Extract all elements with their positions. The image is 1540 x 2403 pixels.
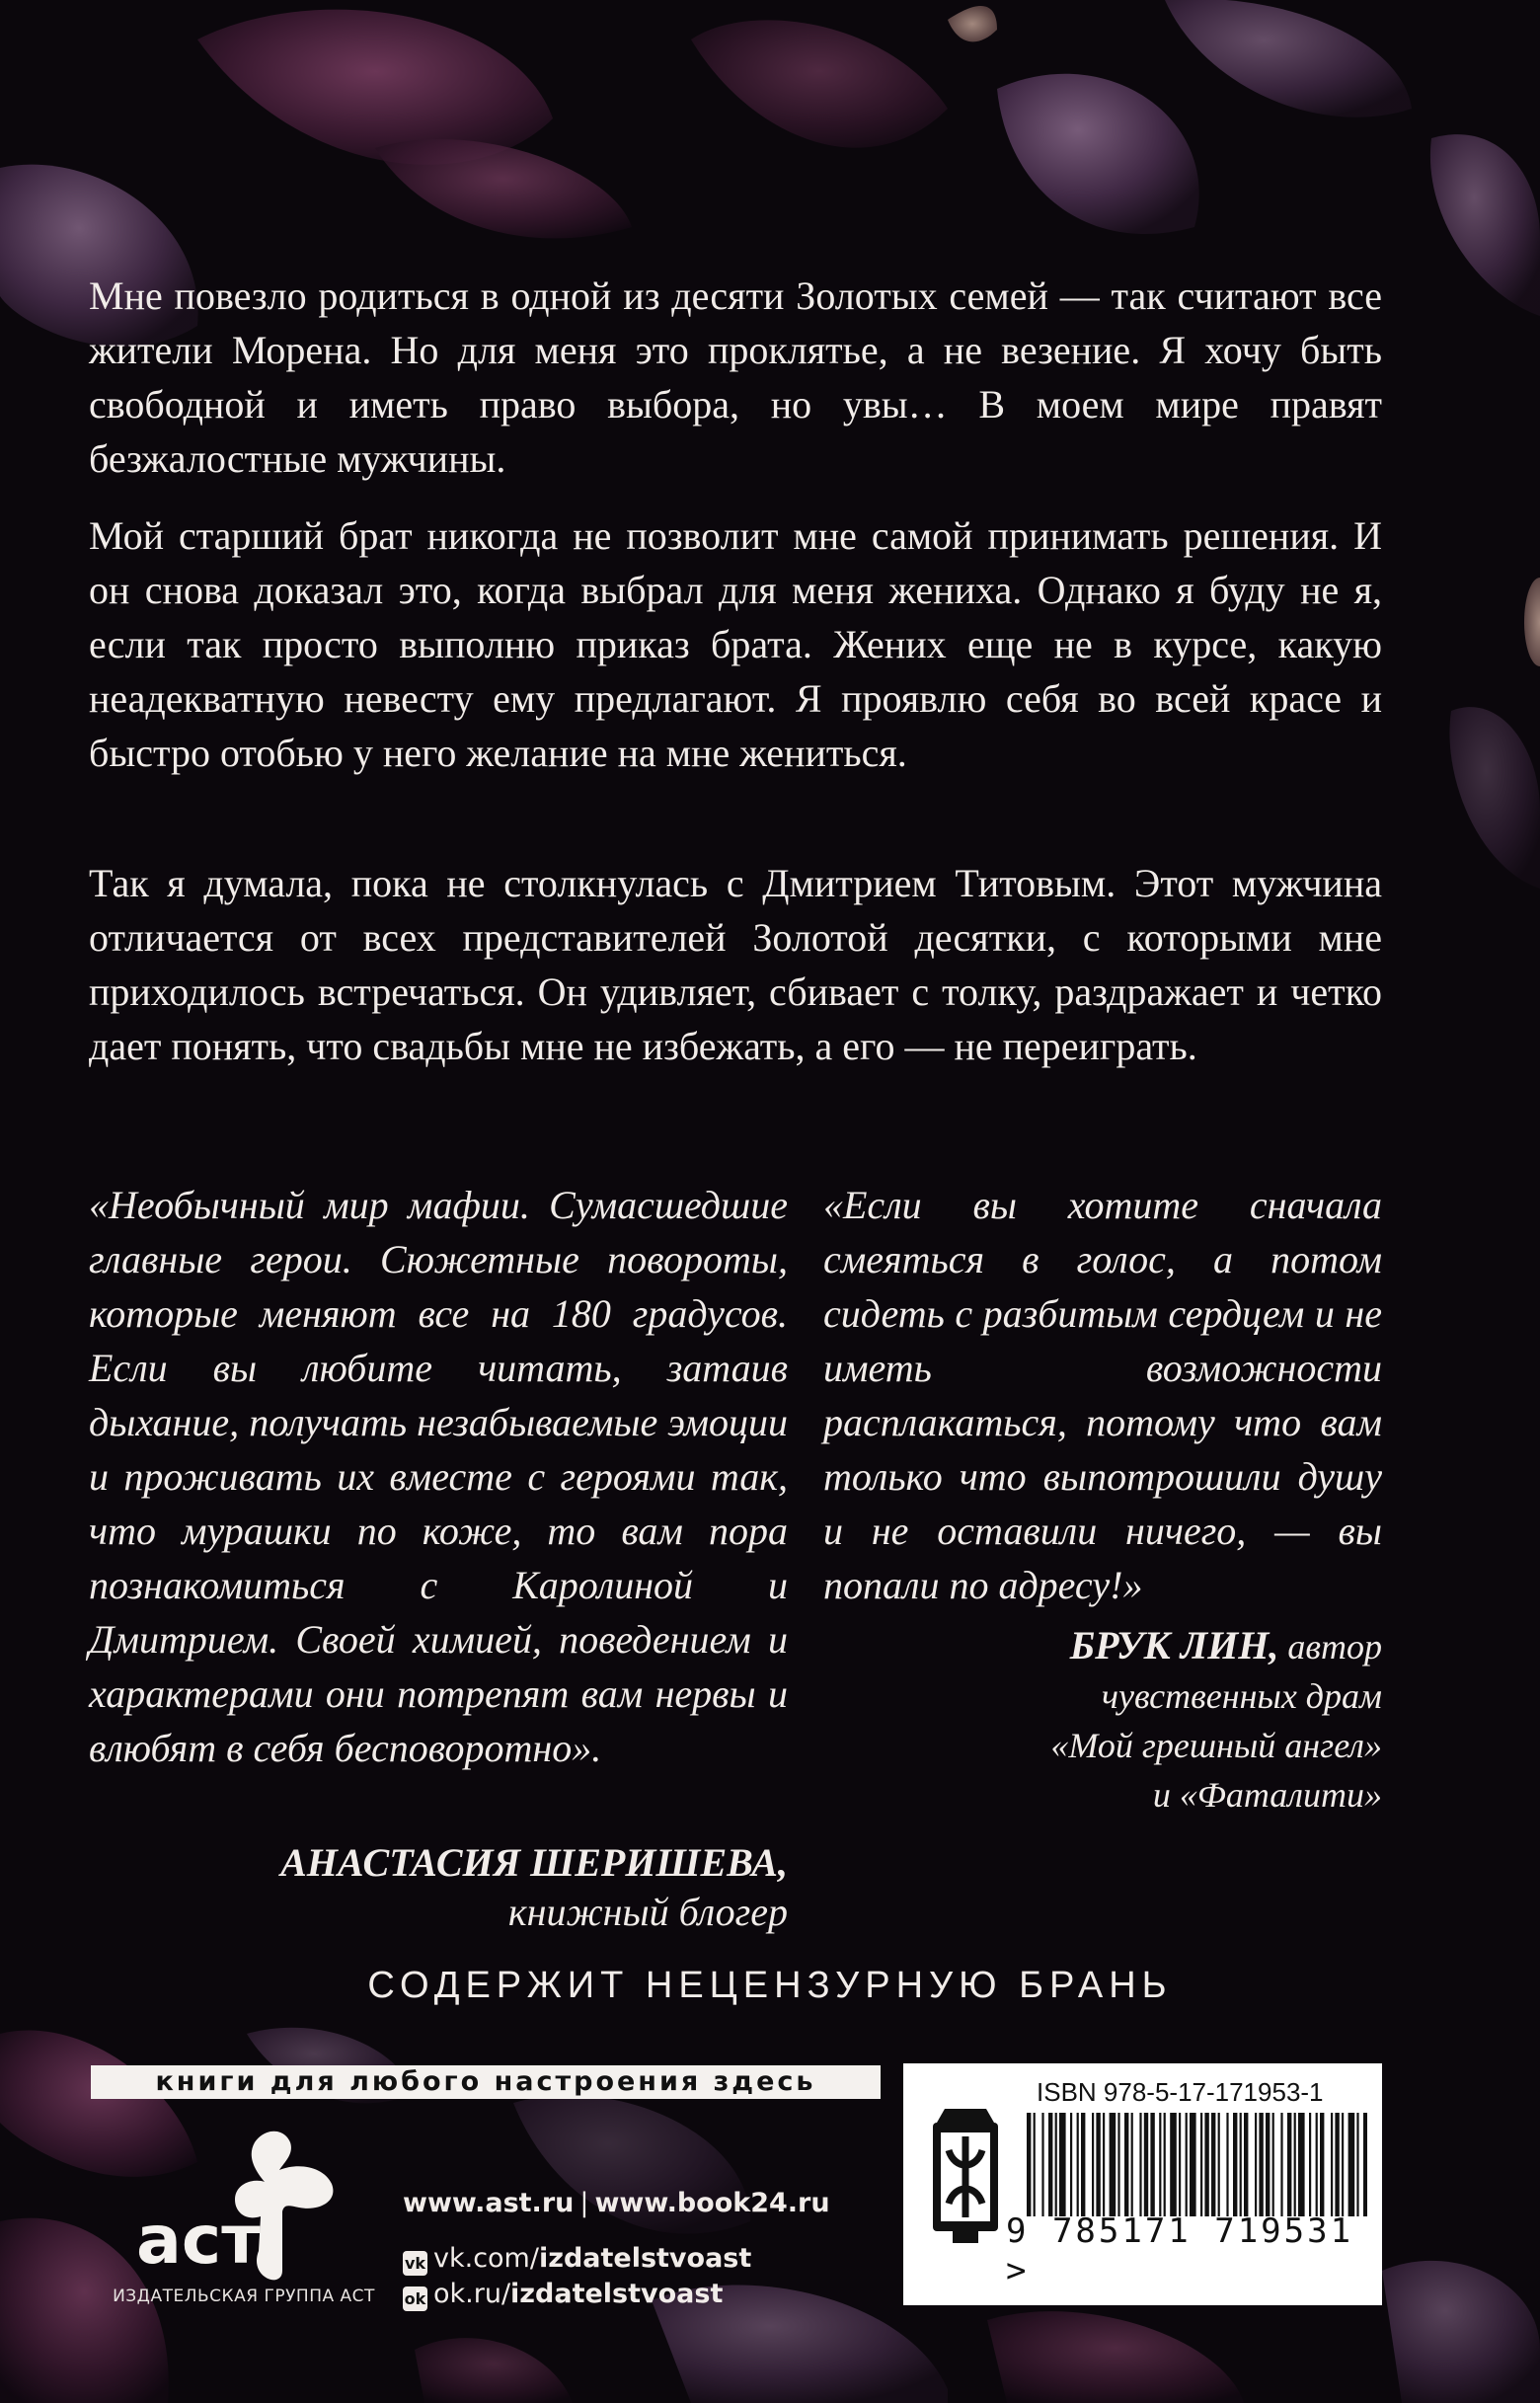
barcode-bar bbox=[1034, 2113, 1036, 2216]
profanity-warning: СОДЕРЖИТ НЕЦЕНЗУРНУЮ БРАНЬ bbox=[367, 1965, 1173, 2006]
barcode-bar bbox=[1077, 2113, 1079, 2216]
barcode-bar bbox=[1124, 2113, 1128, 2216]
isbn-label: ISBN 978-5-17-171953-1 bbox=[1037, 2077, 1324, 2107]
barcode-bar bbox=[1159, 2113, 1161, 2216]
review-quote-left: «Необычный мир мафии. Сумасшедшие главные герои. Сюжетные повороты, которые меняют все на 180 градусов. Если вы любите читать, затаив дыхание, получать незабываемые эмоции и проживать их вместе с героями так, что мурашки по коже, то вам пора познакомиться с Каролиной и Дмитрием. Своей химией, поведением и характерами они потрепят вам нервы и влюбят в себя бесповоротно». bbox=[89, 1183, 788, 1770]
ast-logo-icon bbox=[136, 2123, 344, 2290]
barcode-bar bbox=[1204, 2113, 1208, 2216]
barcode-bar bbox=[1244, 2113, 1248, 2216]
review-role-right-4: и «Фаталити» bbox=[1152, 1775, 1382, 1815]
mood-banner: книги для любого настроения здесь bbox=[91, 2065, 881, 2099]
barcode-bar bbox=[1190, 2113, 1196, 2216]
barcode-bar bbox=[1055, 2113, 1057, 2216]
barcode-bar bbox=[1280, 2113, 1282, 2216]
barcode-bar bbox=[1041, 2113, 1043, 2216]
review-author-left: АНАСТАСИЯ ШЕРИШЕВА, bbox=[280, 1840, 788, 1885]
blurb-paragraph-3: Так я думала, пока не столкнулась с Дмитрием Титовым. Этот мужчина отличается от всех представителей Золотой десятки, с которыми мне приходилось встречаться. Он удивляет, сбивает с толку, раздражает и четко дает понять, что свадьбы мне не избежать, а его — не переиграть. bbox=[89, 861, 1382, 1068]
review-quote-right: «Если вы хотите сначала смеяться в голос, а потом сидеть с разбитым сердцем и не иметь возможности расплакаться, потому что вам только что выпотрошили душу и не оставили ничего, — вы попали по адресу!» bbox=[823, 1183, 1382, 1607]
barcode-bar bbox=[1179, 2113, 1181, 2216]
barcode-bar bbox=[1131, 2113, 1133, 2216]
ok-link[interactable] bbox=[403, 2279, 723, 2311]
barcode-bar bbox=[1144, 2113, 1148, 2216]
barcode-bar bbox=[1356, 2113, 1358, 2216]
ok-prefix: ok.ru/ bbox=[433, 2279, 511, 2309]
barcode-bar bbox=[1259, 2113, 1263, 2216]
barcode-box bbox=[903, 2063, 1382, 2305]
barcode-bar bbox=[1233, 2113, 1237, 2216]
review-role-right-1: автор bbox=[1287, 1627, 1382, 1667]
barcode-bar bbox=[1298, 2113, 1305, 2216]
ok-handle: izdatelstvoast bbox=[510, 2279, 724, 2309]
barcode-bar bbox=[1331, 2113, 1333, 2216]
barcode-bar bbox=[1240, 2113, 1242, 2216]
review-author-right: БРУК ЛИН, bbox=[1069, 1623, 1279, 1667]
lantern-icon bbox=[925, 2101, 1006, 2249]
barcode-bar bbox=[1218, 2113, 1220, 2216]
barcode-bar bbox=[1255, 2113, 1257, 2216]
barcode-bar bbox=[1266, 2113, 1270, 2216]
barcode-bar bbox=[1342, 2113, 1344, 2216]
vk-icon: vk bbox=[403, 2251, 427, 2276]
review-attribution-right bbox=[823, 1621, 1382, 1820]
blurb-paragraph-2: Мой старший брат никогда не позволит мне самой принимать решения. И он снова доказал это, когда выбрал для меня жениха. Однако я буду не я, если так просто выполню приказ брата. Жених еще не в курсе, какую неадекватную невесту ему предлагают. Я проявлю себя во всей красе и быстро отобью у него желание на мне жениться. bbox=[89, 513, 1382, 775]
barcode-bar bbox=[1287, 2113, 1291, 2216]
barcode-bar bbox=[1110, 2113, 1116, 2216]
barcode-bar bbox=[1096, 2113, 1100, 2216]
barcode-bar bbox=[1081, 2113, 1085, 2216]
vk-handle: izdatelstvoast bbox=[538, 2243, 752, 2274]
barcode-bar bbox=[1348, 2113, 1355, 2216]
barcode-bar bbox=[1272, 2113, 1274, 2216]
barcode-bar bbox=[1186, 2113, 1188, 2216]
site-book24-link[interactable]: www.book24.ru bbox=[594, 2188, 830, 2218]
barcode-bar bbox=[1294, 2113, 1296, 2216]
blurb-paragraph-1: Мне повезло родиться в одной из десяти Золотых семей — так считают все жители Морена. Но для меня это проклятье, а не везение. Я хочу быть свободной и иметь право выбора, но увы… В моем мире правят безжалостные мужчины. bbox=[89, 273, 1382, 481]
review-role-right-3: «Мой грешный ангел» bbox=[1050, 1726, 1382, 1765]
barcode-bar bbox=[1070, 2113, 1072, 2216]
barcode-bar bbox=[1320, 2113, 1324, 2216]
barcode-bar bbox=[1103, 2113, 1105, 2216]
barcode-bar bbox=[1170, 2113, 1177, 2216]
barcode-bar bbox=[1117, 2113, 1119, 2216]
ok-icon: ok bbox=[403, 2287, 427, 2311]
barcode-bar bbox=[1363, 2113, 1367, 2216]
barcode-bar bbox=[1316, 2113, 1318, 2216]
review-role-left: книжный блогер bbox=[507, 1890, 788, 1934]
barcode-bar bbox=[1027, 2113, 1031, 2216]
barcode-digits: 9 785171 719531 > bbox=[1006, 2211, 1354, 2290]
barcode-bar bbox=[1309, 2113, 1311, 2216]
publisher-websites bbox=[403, 2188, 830, 2218]
review-role-right-2: чувственных драм bbox=[1101, 1676, 1382, 1716]
vk-link[interactable] bbox=[403, 2243, 751, 2276]
barcode-bar bbox=[1335, 2113, 1339, 2216]
barcode-bar bbox=[1059, 2113, 1066, 2216]
site-separator: | bbox=[579, 2188, 589, 2218]
site-ast-link[interactable]: www.ast.ru bbox=[403, 2188, 575, 2218]
barcode-bar bbox=[1139, 2113, 1141, 2216]
review-attribution-left bbox=[89, 1838, 788, 1937]
barcode-bars bbox=[1027, 2113, 1367, 2216]
barcode-bar bbox=[1164, 2113, 1166, 2216]
barcode-bar bbox=[1092, 2113, 1094, 2216]
ast-logo-text: аст bbox=[136, 2202, 261, 2280]
barcode-bar bbox=[1226, 2113, 1228, 2216]
barcode-bar bbox=[1150, 2113, 1154, 2216]
barcode-bar bbox=[1048, 2113, 1052, 2216]
barcode-bar bbox=[1211, 2113, 1215, 2216]
publisher-name: ИЗДАТЕЛЬСКАЯ ГРУППА АСТ bbox=[113, 2287, 375, 2306]
barcode-bar bbox=[1200, 2113, 1202, 2216]
vk-prefix: vk.com/ bbox=[433, 2243, 539, 2274]
